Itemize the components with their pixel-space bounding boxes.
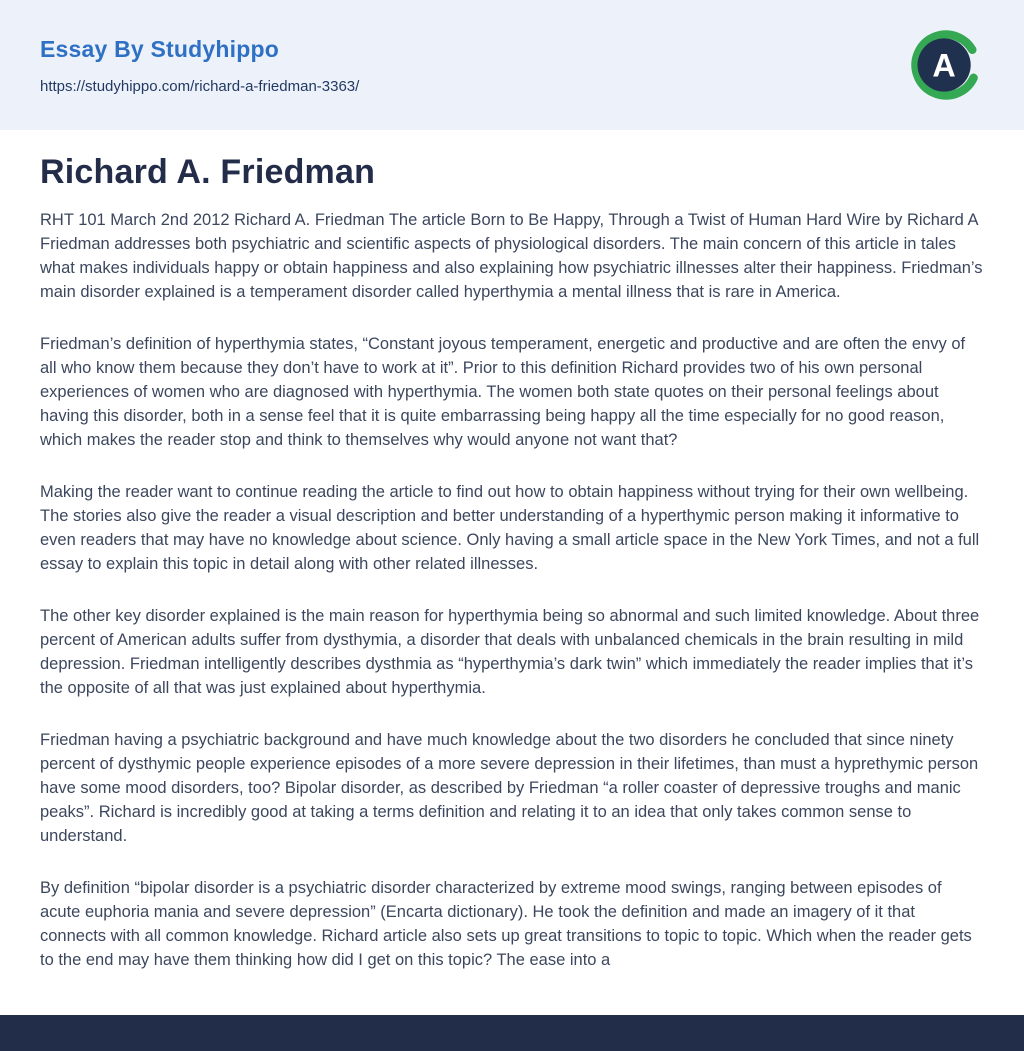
- article-paragraph: The other key disorder explained is the main reason for hyperthymia being so abnormal and such limited knowledge. About three percent of American adults suffer from dysthymia, a disorder that deals with unbalanced chemicals in the brain resulting in mild depression. Friedman intelligently describes dysthmia as “hyperthymia’s dark twin” which immediately the reader implies that it’s the opposite of all that was just explained about hyperthymia.: [40, 607, 980, 697]
- article-paragraph: RHT 101 March 2nd 2012 Richard A. Friedman The article Born to Be Happy, Through a Twist of Human Hard Wire by Richard A Friedman addresses both psychiatric and scientific aspects of physiological disorders. The main concern of this article in tales what makes individuals happy or obtain happiness and also explaining how psychiatric illnesses alter their happiness. Friedman’s main disorder explained is a temperament disorder called hyperthymia a mental illness that is rare in America.: [40, 211, 983, 301]
- article-paragraph: By definition “bipolar disorder is a psychiatric disorder characterized by extreme mood swings, ranging between episodes of acute euphoria mania and severe depression” (Encarta dictionary). He took the definition and made an imagery of it that connects with all common knowledge. Richard article also sets up great transitions to topic to topic. Which when the reader gets to the end may have them thinking how did I get on this topic? The ease into a: [40, 879, 972, 969]
- article-paragraph: Making the reader want to continue reading the article to find out how to obtain happiness without trying for their own wellbeing. The stories also give the reader a visual description and better understanding of a hyperthymic person making it informative to even readers that may have no knowledge about science. Only having a small article space in the New York Times, and not a full essay to explain this topic in detail along with other related illnesses.: [40, 483, 980, 573]
- site-title-link[interactable]: Essay By Studyhippo: [40, 35, 279, 62]
- source-url-link[interactable]: https://studyhippo.com/richard-a-friedman-3363/: [40, 77, 360, 95]
- footer-bar: [0, 1015, 1024, 1051]
- article-paragraph: Friedman’s definition of hyperthymia states, “Constant joyous temperament, energetic and productive and are often the envy of all who know them because they don’t have to work at it”. Prior to this definition Richard provides two of his own personal experiences of women who are diagnosed with hyperthymia. The women both state quotes on their personal feelings about having this disorder, both in a sense feel that it is quite embarrassing being happy all the time especially for no good reason, which makes the reader stop and think to themselves why would anyone not want that?: [40, 335, 966, 449]
- header-text-block: [40, 36, 359, 95]
- article-title: Richard A. Friedman: [40, 153, 376, 191]
- site-header: [0, 0, 1024, 130]
- logo-letter: A: [932, 47, 956, 84]
- article-paragraph: Friedman having a psychiatric background and have much knowledge about the two disorders he concluded that since ninety percent of dysthymic people experience episodes of a more severe depression in their lifetimes, than must a hyprethymic person have some mood disorders, too? Bipolar disorder, as described by Friedman “a roller coaster of depressive troughs and manic peaks”. Richard is incredibly good at taking a terms definition and relating it to an idea that only takes common sense to understand.: [40, 731, 979, 845]
- article-body: [0, 130, 1024, 972]
- studyhippo-logo-icon: [908, 27, 984, 103]
